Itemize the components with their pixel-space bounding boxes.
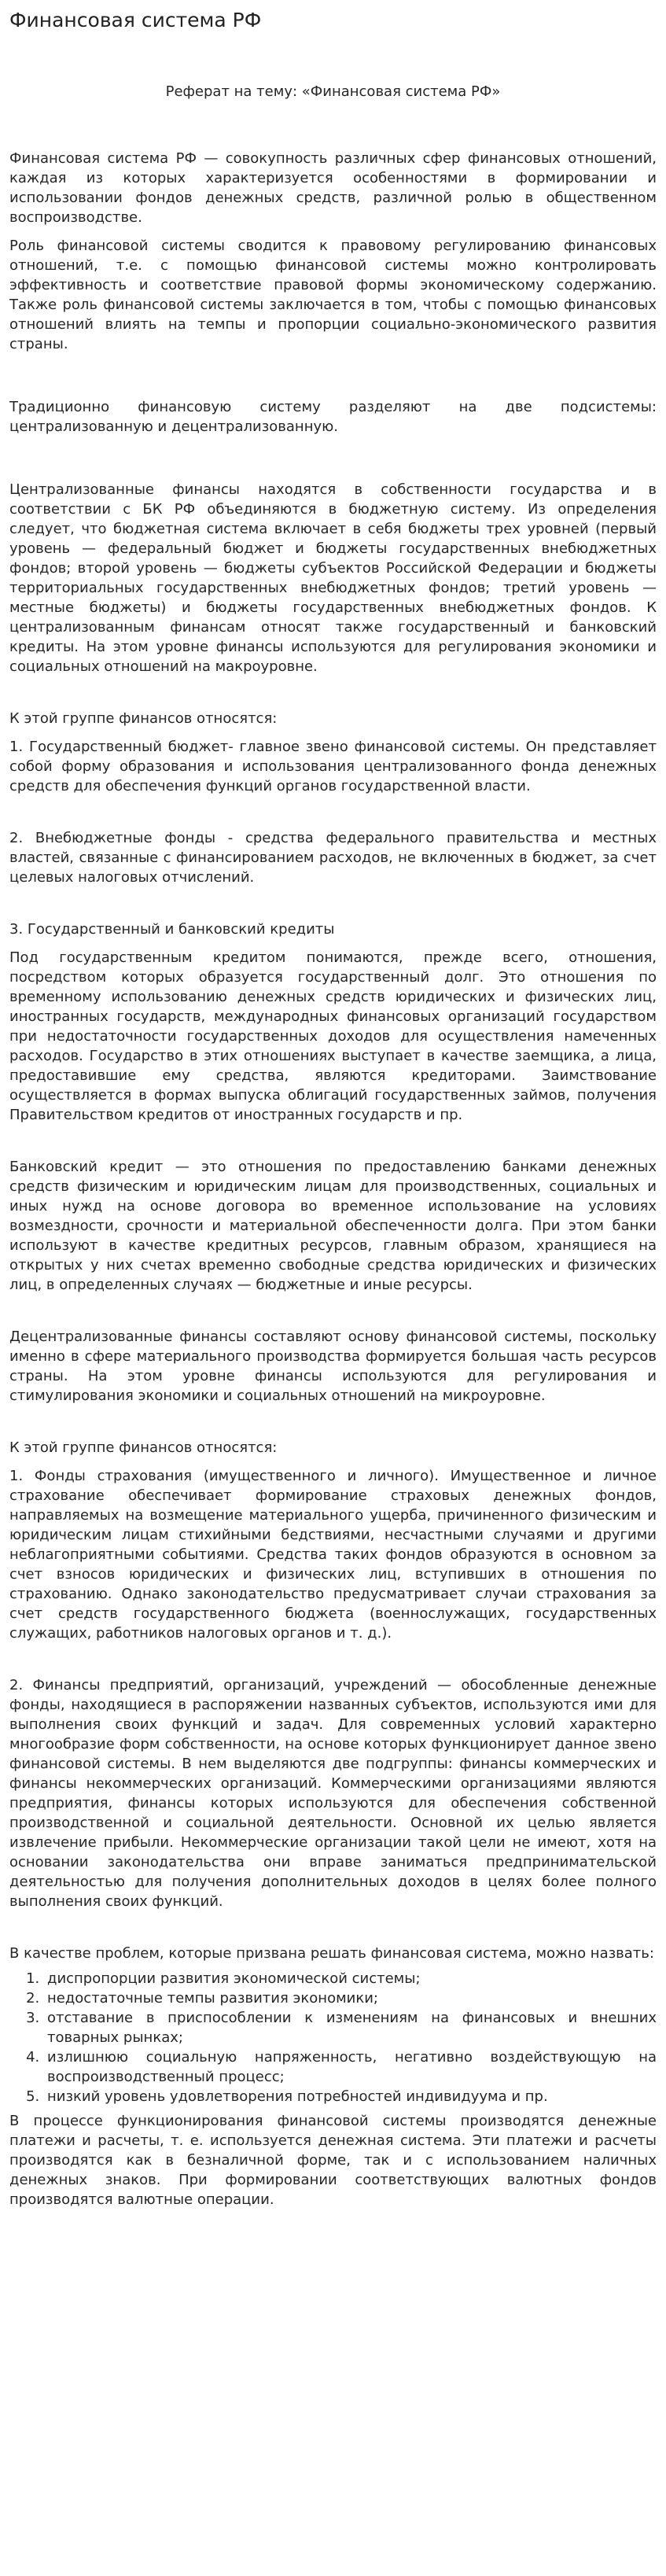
list-item: 3. отставание в приспособлении к изменениям на финансовых и внешних товарных рынках;	[44, 2008, 657, 2047]
paragraph-enterprise-finance: 2. Финансы предприятий, организаций, учреждений — обособленные денежные фонды, находящиеся в распоряжении названных субъектов, используются ими для выполнения своих функций и задач. Для современных условий характерно многообразие форм собственности, на основе которых функционирует данное звено финансовой системы. В нем выделяются две подгруппы: финансы коммерческих и финансы некоммерческих организаций. Коммерческими организациями являются предприятия, финансы которых используются для обеспечения собственной производственной и социальной деятельности. Основной их целью является извлечение прибыли. Некоммерческие организации такой цели не имеют, хотя на основании законодательства они вправе заниматься предпринимательской деятельностью для получения дополнительных доходов в целях более полного выполнения своих функций.	[9, 1677, 657, 1911]
paragraph-offbudget-funds: 2. Внебюджетные фонды - средства федерального правительства и местных властей, связанные с финансированием расходов, не включенных в бюджет, за счет целевых налоговых отчислений.	[9, 830, 657, 886]
paragraph-state-credit: Под государственным кредитом понимаются, прежде всего, отношения, посредством которых образуется государственный долг. Это отношения по временному использованию денежных средств юридических и физических лиц, иностранных государств, международных финансовых организаций государством при недостаточности государственных доходов для осуществления намеченных расходов. Государство в этих отношениях выступает в качестве заемщика, а лица, предоставившие ему средства, являются кредиторами. Заимствование осуществляется в формах выпуска облигаций государственных займов, получения Правительством кредитов от иностранных государств и пр.	[9, 949, 657, 1124]
group2-heading: К этой группе финансов относятся:	[9, 1439, 278, 1457]
page-title: Финансовая система РФ	[9, 9, 262, 31]
paragraph-centralized: Централизованные финансы находятся в собственности государства и в соответствии с БК РФ объединяются в бюджетную систему. Из определения следует, что бюджетная система включает в себя бюджеты трех уровней (первый уровень — федеральный бюджет и бюджеты государственных внебюджетных фондов; второй уровень — бюджеты субъектов Российской Федерации и бюджеты территориальных государственных внебюджетных фондов; третий уровень — местные бюджеты) и бюджеты государственных внебюджетных фондов. К централизованным финансам относят также государственный и банковский кредиты. На этом уровне финансы используются для регулирования экономики и социальных отношений на макроуровне.	[9, 481, 657, 676]
paragraph-insurance-funds: 1. Фонды страхования (имущественного и личного). Имущественное и личное страхование обеспечивает формирование страховых денежных фондов, направляемых на возмещение материального ущерба, причиненного физическим и юридическим лицам стихийными бедствиями, несчастными случаями и другими неблагоприятными событиями. Средства таких фондов образуются в основном за счет взносов юридических и физических лиц, вступивших в отношения по страхованию. Однако законодательство предусматривает случаи страхования за счет средств государственного бюджета (военнослужащих, государственных служащих, работников налоговых органов и т. д.).	[9, 1468, 657, 1642]
credit-heading: 3. Государственный и банковский кредиты	[9, 921, 335, 938]
list-item: 4. излишнюю социальную напряженность, негативно воздействующую на воспроизводственный процесс;	[44, 2047, 657, 2087]
paragraph-payments: В процессе функционирования финансовой системы производятся денежные платежи и расчеты, т. е. используется денежная система. Эти платежи и расчеты производятся как в безналичной форме, так и с использованием наличных денежных знаков. При формировании соответствующих валютных фондов производятся валютные операции.	[9, 2113, 657, 2209]
paragraph-state-budget: 1. Государственный бюджет- главное звено финансовой системы. Он представляет собой форму образования и использования централизованного фонда денежных средств для обеспечения функций органов государственной власти.	[9, 739, 657, 795]
list-item: 2. недостаточные темпы развития экономики;	[44, 1988, 657, 2008]
problems-list	[9, 1969, 657, 2106]
list-item: 5. низкий уровень удовлетворения потребностей индивидуума и пр.	[44, 2087, 657, 2106]
paragraph-division: Традиционно финансовую систему разделяют на две подсистемы: централизованную и децентрализованную.	[9, 399, 657, 436]
paragraph-role: Роль финансовой системы сводится к правовому регулированию финансовых отношений, т.е. с помощью финансовой системы можно контролировать эффективность и соответствие правовой формы экономическому содержанию. Также роль финансовой системы заключается в том, чтобы с помощью финансовых отношений влиять на темпы и пропорции социально-экономического развития страны.	[9, 238, 657, 353]
paragraph-bank-credit: Банковский кредит — это отношения по предоставлению банками денежных средств физическим и юридическим лицам для производственных, социальных и иных нужд на основе договора во временное использование на условиях возмездности, срочности и материальной обеспеченности долга. При этом банки используют в качестве кредитных ресурсов, главным образом, хранящиеся на открытых у них счетах временно свободные средства юридических и физических лиц, в определенных случаях — бюджетные и иные ресурсы.	[9, 1159, 657, 1294]
subtitle: Реферат на тему: «Финансовая система РФ»	[165, 83, 501, 100]
list-item: 1. диспропорции развития экономической системы;	[44, 1969, 657, 1988]
paragraph-decentralized: Децентрализованные финансы составляют основу финансовой системы, поскольку именно в сфере материального производства формируется большая часть ресурсов страны. На этом уровне финансы используются для регулирования и стимулирования экономики и социальных отношений на микроуровне.	[9, 1329, 657, 1405]
group1-heading: К этой группе финансов относятся:	[9, 710, 278, 728]
paragraph-intro: Финансовая система РФ — совокупность различных сфер финансовых отношений, каждая из которых характеризуется особенностями в формировании и использовании фондов денежных средств, различной ролью в общественном воспроизводстве.	[9, 150, 657, 227]
paragraph-problems-intro: В качестве проблем, которые призвана решать финансовая система, можно назвать:	[9, 1945, 654, 1962]
